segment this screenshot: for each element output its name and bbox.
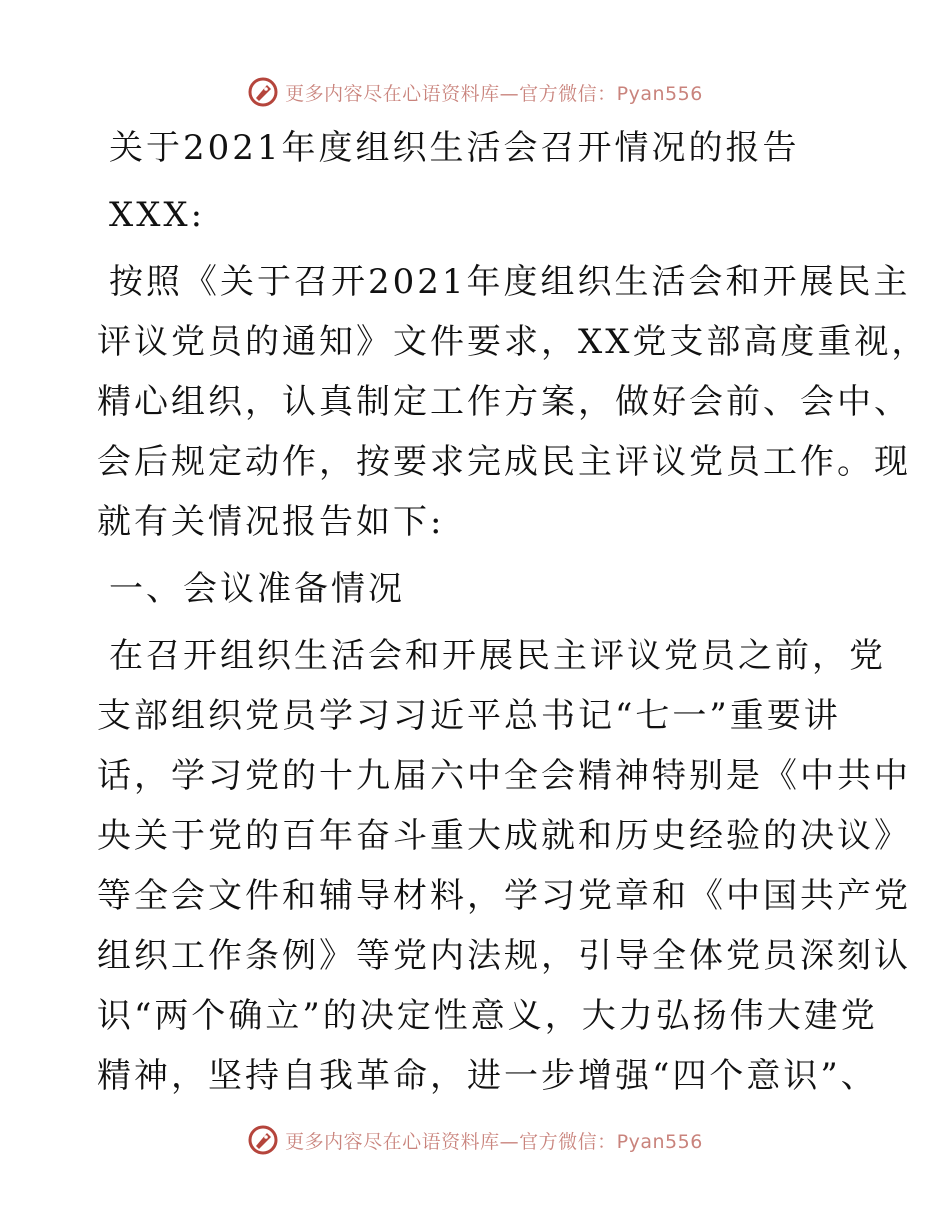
paragraph-line: 央关于党的百年奋斗重大成就和历史经验的决议》: [97, 816, 911, 856]
paragraph-line: 评议党员的通知》文件要求，XX党支部高度重视，: [97, 322, 929, 362]
pen-nib-circle-icon: [247, 1124, 279, 1156]
paragraph-line: 精心组织，认真制定工作方案，做好会前、会中、: [97, 382, 911, 422]
paragraph-1: [97, 252, 929, 552]
pen-nib-circle-icon: [247, 76, 279, 108]
section-heading: 一、会议准备情况: [109, 569, 405, 609]
paragraph-line: 会后规定动作，按要求完成民主评议党员工作。现: [97, 442, 911, 482]
paragraph-line: 就有关情况报告如下:: [97, 502, 445, 542]
paragraph-line: 话，学习党的十九届六中全会精神特别是《中共中: [97, 756, 911, 796]
watermark-text: 更多内容尽在心语资料库—官方微信：Pyan556: [285, 82, 703, 105]
watermark-text: 更多内容尽在心语资料库—官方微信：Pyan556: [285, 1130, 703, 1153]
watermark-footer: [0, 1120, 950, 1160]
paragraph-line: 在召开组织生活会和开展民主评议党员之前，党: [109, 636, 886, 676]
watermark-header: [0, 72, 950, 112]
document-body: [97, 118, 929, 1106]
salutation: XXX:: [109, 195, 206, 235]
paragraph-line: 精神，坚持自我革命，进一步增强“四个意识”、: [97, 1056, 878, 1096]
paragraph-line: 按照《关于召开2021年度组织生活会和开展民主: [109, 262, 911, 302]
paragraph-line: 支部组织党员学习习近平总书记“七一”重要讲: [97, 696, 841, 736]
paragraph-line: 等全会文件和辅导材料，学习党章和《中国共产党: [97, 876, 911, 916]
paragraph-line: 组织工作条例》等党内法规，引导全体党员深刻认: [97, 936, 911, 976]
paragraph-2: [97, 626, 911, 1106]
paragraph-line: 识“两个确立”的决定性意义，大力弘扬伟大建党: [97, 996, 878, 1036]
document-title: 关于2021年度组织生活会召开情况的报告: [109, 128, 800, 168]
